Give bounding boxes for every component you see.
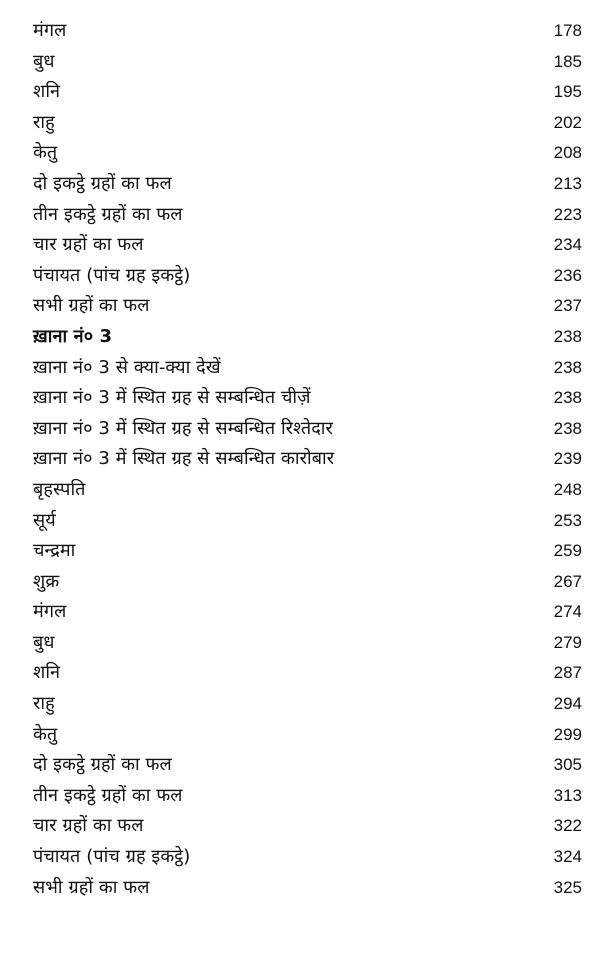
toc-entry-title: चार ग्रहों का फल <box>33 234 144 256</box>
toc-entry-mangal-2 <box>33 597 583 628</box>
toc-entry-page-number: 238 <box>553 357 582 377</box>
toc-entry-page-number: 248 <box>553 479 582 499</box>
toc-entry-title: बुध <box>33 631 55 653</box>
toc-entry-three-planets-2 <box>33 781 583 812</box>
table-of-contents <box>33 16 583 903</box>
toc-entry-chandrama <box>33 536 583 567</box>
toc-entry-page-number: 238 <box>553 418 582 438</box>
toc-entry-page-number: 213 <box>553 173 582 193</box>
toc-entry-title: केतु <box>33 142 58 164</box>
toc-entry-title: शुक्र <box>33 570 60 592</box>
toc-entry-title: सभी ग्रहों का फल <box>33 876 150 898</box>
toc-entry-budh-2 <box>33 628 583 659</box>
toc-entry-page-number: 287 <box>553 663 582 683</box>
toc-entry-page-number: 223 <box>553 204 582 224</box>
toc-entry-page-number: 239 <box>553 449 582 469</box>
toc-entry-page-number: 195 <box>553 82 582 102</box>
toc-entry-page-number: 267 <box>553 571 582 591</box>
toc-entry-title: पंचायत (पांच ग्रह इकट्ठे) <box>33 264 191 286</box>
toc-entry-title: बुध <box>33 50 55 72</box>
toc-entry-title: केतु <box>33 723 58 745</box>
toc-entry-khana-3-things <box>33 383 583 414</box>
toc-section-heading-khana-3 <box>33 322 583 353</box>
toc-entry-page-number: 178 <box>553 21 582 40</box>
toc-entry-title: दो इकट्ठे ग्रहों का फल <box>33 172 172 194</box>
toc-entry-title: तीन इकट्ठे ग्रहों का फल <box>33 203 183 225</box>
toc-entry-title: मंगल <box>33 601 67 623</box>
toc-entry-page-number: 322 <box>553 816 582 836</box>
toc-entry-two-planets-2 <box>33 750 583 781</box>
toc-entry-page-number: 299 <box>553 724 582 744</box>
toc-entry-khana-3-business <box>33 444 583 475</box>
toc-entry-rahu-1 <box>33 108 583 139</box>
toc-entry-title: ख़ाना नं० 3 से क्या-क्या देखें <box>33 356 221 378</box>
toc-entry-khana-3-relatives <box>33 414 583 445</box>
toc-entry-title: मंगल <box>33 20 67 41</box>
toc-entry-panchayat-2 <box>33 842 583 873</box>
toc-entry-page-number: 259 <box>553 541 582 561</box>
toc-entry-three-planets-1 <box>33 200 583 231</box>
toc-entry-page-number: 238 <box>553 326 582 346</box>
toc-entry-title: दो इकट्ठे ग्रहों का फल <box>33 754 172 776</box>
toc-entry-khana-3-what-to-see <box>33 353 583 384</box>
toc-entry-ketu-1 <box>33 138 583 169</box>
toc-entry-title: पंचायत (पांच ग्रह इकट्ठे) <box>33 846 191 868</box>
toc-entry-two-planets-1 <box>33 169 583 200</box>
toc-entry-title: सभी ग्रहों का फल <box>33 295 150 317</box>
toc-entry-brihaspati <box>33 475 583 506</box>
toc-entry-title: शनि <box>33 81 61 103</box>
toc-entry-title: राहु <box>33 693 55 715</box>
toc-entry-page-number: 294 <box>553 694 582 714</box>
toc-entry-four-planets-2 <box>33 811 583 842</box>
toc-entry-title: ख़ाना नं० 3 में स्थित ग्रह से सम्बन्धित रिश्तेदार <box>33 417 334 439</box>
toc-section-title: ख़ाना नं० 3 <box>33 325 113 347</box>
toc-entry-page-number: 274 <box>553 602 582 622</box>
toc-entry-title: सूर्य <box>33 509 56 531</box>
toc-entry-title: शनि <box>33 662 61 684</box>
toc-entry-budh-1 <box>33 47 583 78</box>
toc-entry-all-planets-2 <box>33 873 583 904</box>
toc-entry-title: राहु <box>33 111 55 133</box>
toc-entry-page-number: 253 <box>553 510 582 530</box>
toc-entry-four-planets-1 <box>33 230 583 261</box>
toc-entry-page-number: 236 <box>553 265 582 285</box>
toc-entry-all-planets-1 <box>33 291 583 322</box>
toc-entry-page-number: 305 <box>553 755 582 775</box>
toc-entry-title: तीन इकट्ठे ग्रहों का फल <box>33 784 183 806</box>
toc-entry-page-number: 202 <box>553 112 582 132</box>
toc-entry-panchayat-1 <box>33 261 583 292</box>
toc-entry-shukra <box>33 567 583 598</box>
toc-entry-page-number: 185 <box>553 51 582 71</box>
toc-entry-ketu-2 <box>33 720 583 751</box>
toc-entry-page-number: 238 <box>553 388 582 408</box>
toc-entry-title: ख़ाना नं० 3 में स्थित ग्रह से सम्बन्धित चीज़ें <box>33 387 311 409</box>
toc-entry-page-number: 279 <box>553 632 582 652</box>
toc-entry-page-number: 234 <box>553 235 582 255</box>
toc-entry-shani-2 <box>33 658 583 689</box>
toc-entry-shani-1 <box>33 77 583 108</box>
toc-entry-title: चार ग्रहों का फल <box>33 815 144 837</box>
toc-entry-page-number: 208 <box>553 143 582 163</box>
toc-entry-page-number: 237 <box>553 296 582 316</box>
toc-entry-title: ख़ाना नं० 3 में स्थित ग्रह से सम्बन्धित कारोबार <box>33 448 335 470</box>
toc-entry-title: बृहस्पति <box>33 478 86 500</box>
toc-entry-surya <box>33 506 583 537</box>
toc-entry-page-number: 313 <box>553 785 582 805</box>
toc-entry-page-number: 325 <box>553 877 582 897</box>
toc-entry-page-number: 324 <box>553 847 582 867</box>
toc-entry-mangal-1 <box>33 16 583 47</box>
toc-entry-title: चन्द्रमा <box>33 540 76 562</box>
toc-entry-rahu-2 <box>33 689 583 720</box>
